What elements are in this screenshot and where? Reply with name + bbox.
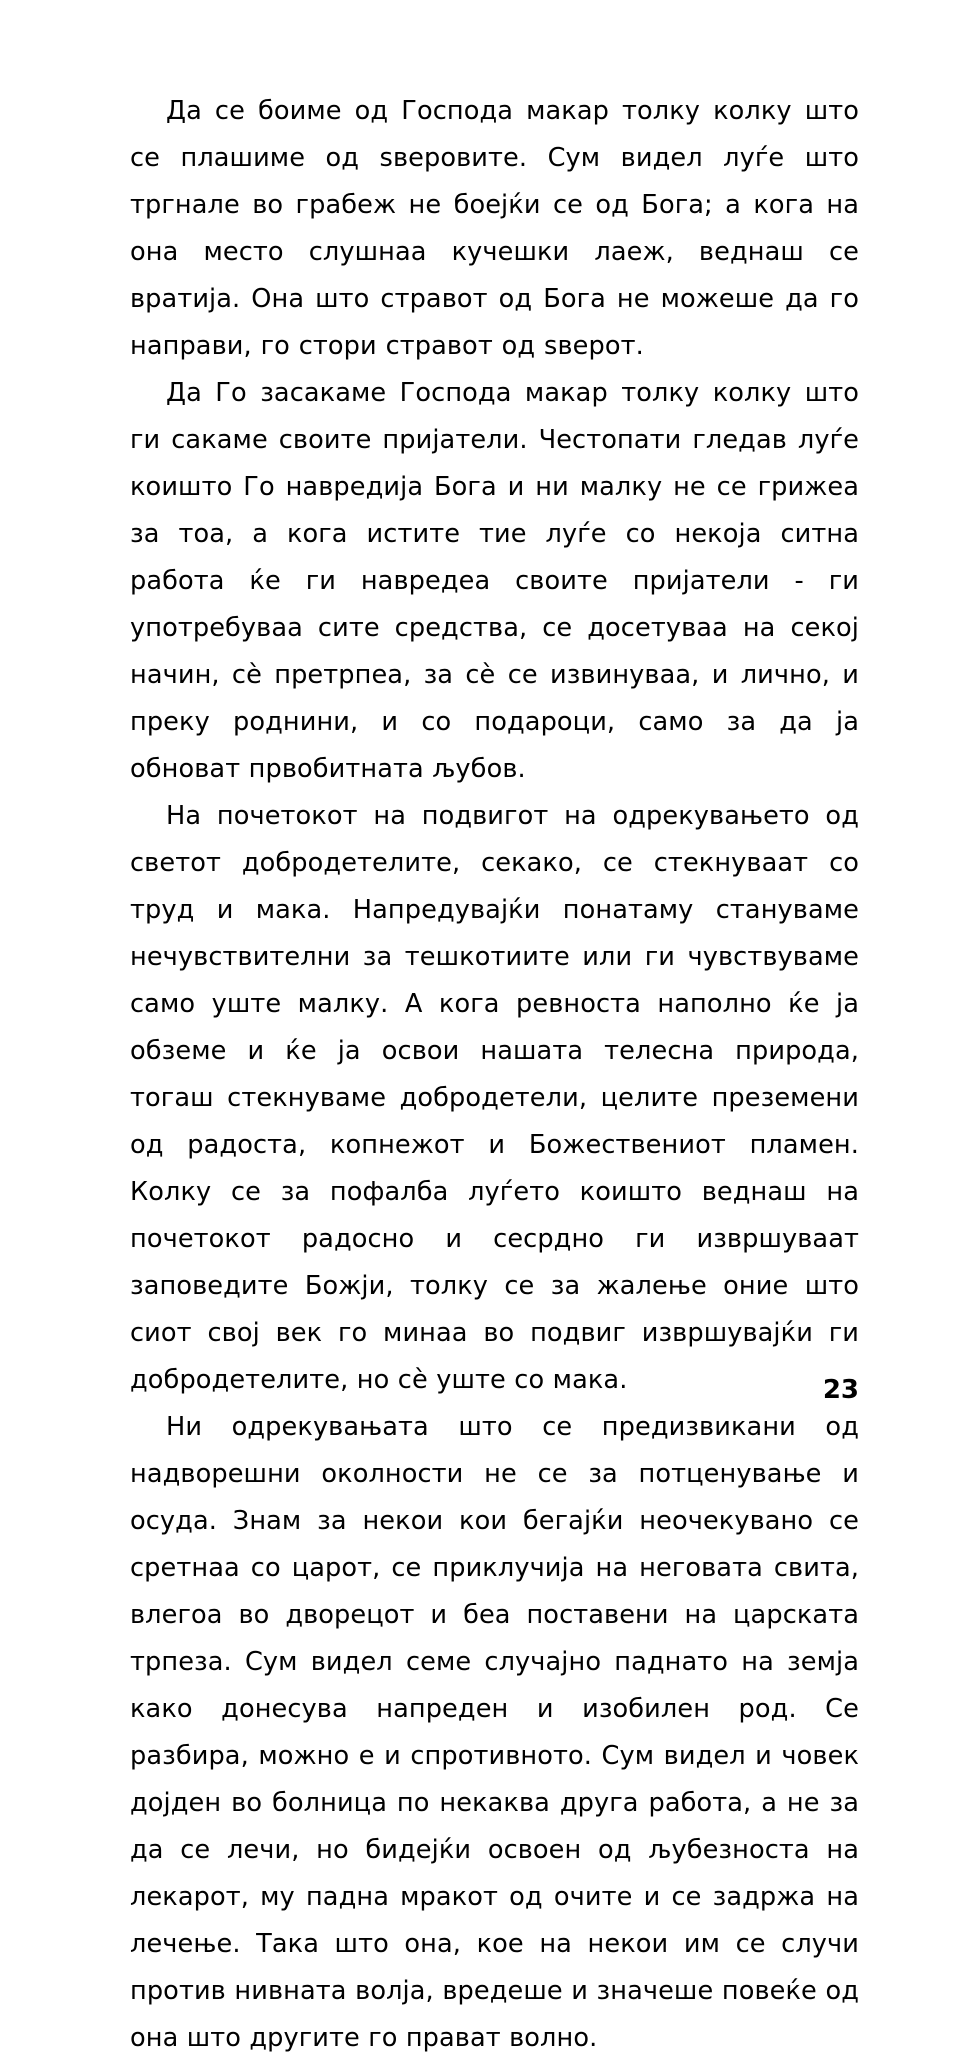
body-paragraph: На почетокот на подвигот на одрекувањето од светот добродетелите, секако, се стекнуваат со труд и мака. Напредувајќи понатаму стануваме нечувствителни за тешкотиите или ги чувствуваме само уште малку. А кога ревноста наполно ќе ја обземе и ќе ја освои нашата телесна природа, тогаш стекнуваме добродетели, целите преземени од радоста, копнежот и Божествениот пламен. Колку се за пофалба луѓето коишто веднаш на почетокот радосно и сесрдно ги извршуваат заповедите Божји, толку се за жалење оние што сиот свој век го минаа во подвиг извршувајќи ги добродетелите, но сè уште со мака.: [130, 801, 859, 1395]
body-paragraph: Ни одрекувањата што се предизвикани од надворешни околности не се за потценување и осуда. Знам за некои кои бегајќи неочекувано се сретнаа со царот, се приклучија на неговата свита, влегоа во дворецот и беа поставени на царската трпеза. Сум видел семе случајно паднато на земја како донесува напреден и изобилен род. Се разбира, можно е и спротивното. Сум видел и човек дојден во болница по некаква друга работа, а не за да се лечи, но бидејќи освоен од љубезноста на лекарот, му падна мракот од очите и се задржа на лечење. Така што она, кое на некои им се случи против нивната волја, вредеше и значеше повеќе од она што другите го прават волно.: [130, 1412, 859, 2053]
page-number: 23: [822, 1375, 859, 1405]
body-paragraph: Да се боиме од Господа макар толку колку што се плашиме од ѕверовите. Сум видел луѓе што тргнале во грабеж не боејќи се од Бога; а кога на она место слушнаа кучешки лаеж, веднаш се вратија. Она што стравот од Бога не можеше да го направи, го стори стравот од ѕверот.: [130, 96, 859, 361]
body-paragraph: Да Го засакаме Господа макар толку колку што ги сакаме своите пријатели. Честопати гледав луѓе коишто Го навредија Бога и ни малку не се грижеа за тоа, а кога истите тие луѓе со некоја ситна работа ќе ги навредеа своите пријатели - ги употребуваа сите средства, се досетуваа на секој начин, сè претрпеа, за сè се извинуваа, и лично, и преку роднини, и со подароци, само за да ја обноват првобитната љубов.: [130, 378, 859, 784]
body-text-column: [130, 88, 859, 2062]
